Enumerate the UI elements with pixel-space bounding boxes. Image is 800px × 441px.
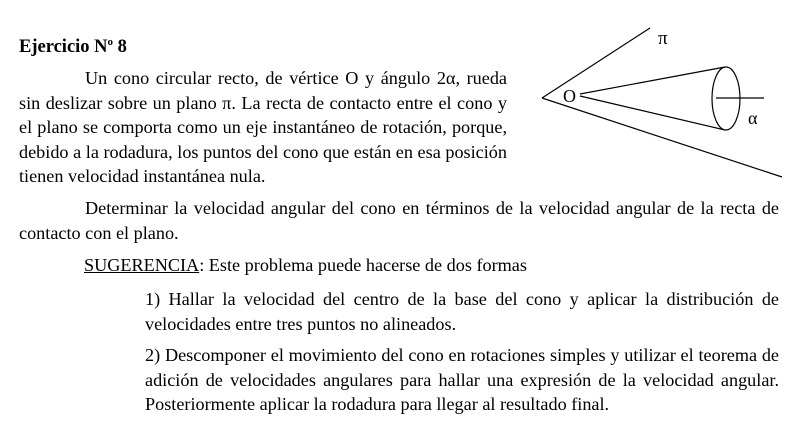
plane-line-lower: [542, 98, 782, 177]
angle-label: α: [748, 108, 758, 128]
hint-text: : Este problema puede hacerse de dos formas: [199, 255, 527, 275]
step-1: 1) Hallar la velocidad del centro de la base del cono y aplicar la distribución de velocidades entre tres puntos no alineados.: [145, 289, 779, 334]
exercise-title-text: Ejercicio N: [19, 37, 108, 57]
cone-generatrix-upper: [580, 67, 725, 94]
cone-figure: [520, 24, 800, 184]
vertex-label: O: [563, 86, 576, 106]
exercise-title-ordinal: o: [107, 36, 114, 48]
exercise-title: [19, 30, 127, 60]
plane-label: π: [658, 28, 668, 49]
plane-line-upper: [542, 28, 650, 98]
hint-line: [84, 253, 527, 278]
hint-label: SUGERENCIA: [84, 255, 200, 275]
cone-generatrix-lower: [580, 96, 725, 130]
step-2: 2) Descomponer el movimiento del cono en rotaciones simples y utilizar el teorema de adición de velocidades angulares para hallar una expresión de la velocidad angular. Posteriormente aplicar la rodadura para llegar al resultado final.: [145, 345, 779, 414]
task-paragraph: Determinar la velocidad angular del cono en términos de la velocidad angular de la recta de contacto con el plano.: [19, 198, 779, 243]
intro-paragraph: Un cono circular recto, de vértice O y ángulo 2α, rueda sin deslizar sobre un plano π. La recta de contacto entre el cono y el plano se comporta como un eje instantáneo de rotación, porque, debido a la rodadura, los puntos del cono que están en esa posición tienen velocidad instantánea nula.: [19, 68, 507, 186]
exercise-number: 8: [113, 37, 127, 57]
